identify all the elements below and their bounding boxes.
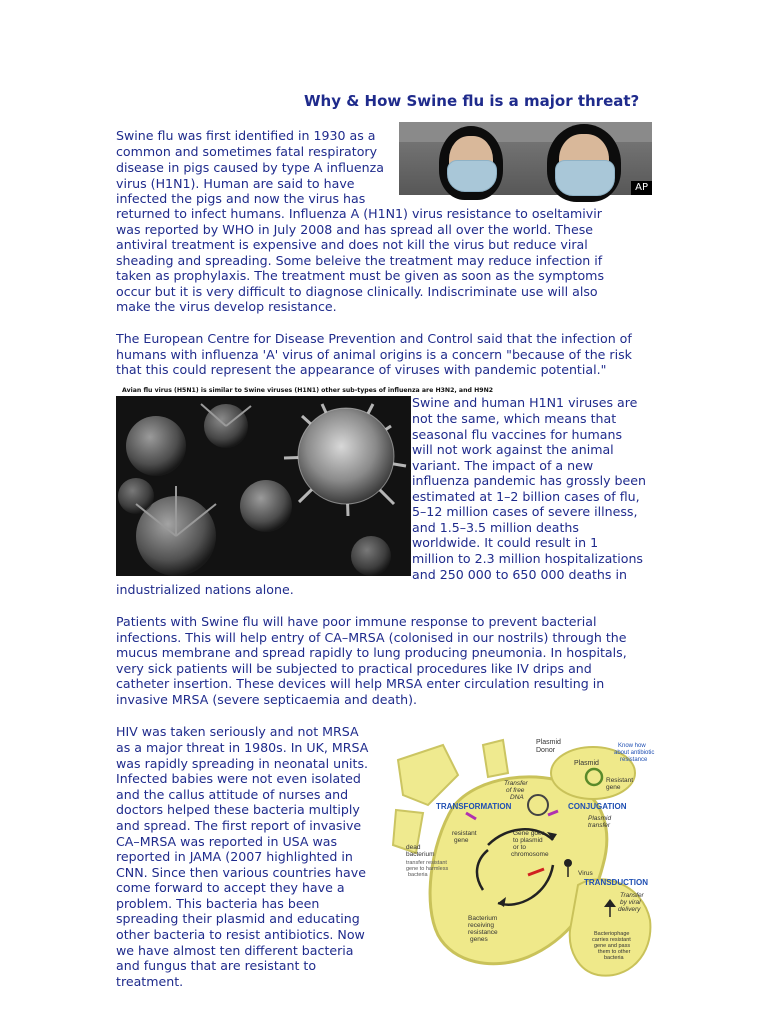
svg-text:Know how: Know how: [618, 743, 646, 749]
svg-text:or to: or to: [513, 844, 527, 851]
text-line: mucus membrane and spread rapidly to lung producing pneumonia. In hospitals,: [116, 645, 627, 660]
text-line: influenza pandemic has grossly been: [412, 473, 646, 488]
photo-credit: AP: [631, 181, 652, 195]
svg-text:chromosome: chromosome: [511, 851, 549, 858]
svg-text:delivery: delivery: [618, 906, 641, 913]
text-line: and 1.5–3.5 million deaths: [412, 520, 579, 535]
svg-text:resistance: resistance: [620, 757, 648, 763]
text-line: infected the pigs and now the virus has: [116, 191, 366, 206]
text-line: and 250 000 to 650 000 deaths in: [412, 567, 627, 582]
text-line: very sick patients will be subjected to practical procedures like IV drips and: [116, 661, 592, 676]
text-line: virus (H1N1). Human are said to have: [116, 176, 355, 191]
text-line: industrialized nations alone.: [116, 582, 294, 597]
text-line: Patients with Swine flu will have poor immune response to prevent bacterial: [116, 614, 597, 629]
svg-text:Resistant: Resistant: [606, 777, 634, 784]
text-line: The European Centre for Disease Prevention and Control said that the infection of: [116, 331, 632, 346]
text-line: common and sometimes fatal respiratory: [116, 144, 378, 159]
text-line: sheading and spreading. Some beleive the treatment may reduce infection if: [116, 253, 603, 268]
svg-text:receiving: receiving: [468, 922, 495, 929]
svg-text:to plasmid: to plasmid: [513, 837, 543, 844]
text-line: spreading their plasmid and educating: [116, 911, 360, 926]
text-line: doctors helped these bacteria multiply: [116, 802, 360, 817]
svg-text:gene: gene: [606, 784, 621, 791]
svg-text:Gene goes: Gene goes: [513, 830, 545, 837]
label-conjugation: CONJUGATION: [568, 802, 627, 811]
text-line: make the virus develop resistance.: [116, 299, 337, 314]
text-line: and fungus that are resistant to: [116, 958, 317, 973]
svg-text:resistance: resistance: [468, 929, 498, 936]
text-line: we have almost ten different bacteria: [116, 943, 354, 958]
svg-text:Virus: Virus: [578, 870, 593, 877]
svg-text:gene and pass: gene and pass: [594, 943, 631, 949]
text-line: worldwide. It could result in 1: [412, 535, 599, 550]
text-line: estimated at 1–2 billion cases of flu,: [412, 489, 640, 504]
svg-text:bacteria: bacteria: [604, 955, 624, 961]
label-transformation: TRANSFORMATION: [436, 802, 512, 811]
svg-text:Plasmid: Plasmid: [574, 760, 599, 767]
svg-text:Transfer: Transfer: [504, 780, 528, 787]
svg-text:genes: genes: [470, 936, 488, 943]
svg-text:dead: dead: [406, 844, 421, 851]
svg-text:Bacteriophage: Bacteriophage: [594, 931, 630, 937]
svg-text:of free: of free: [506, 787, 525, 794]
text-line: invasive MRSA (severe septicaemia and death).: [116, 692, 418, 707]
svg-text:Bacterium: Bacterium: [468, 915, 498, 922]
virus-micrograph: [116, 386, 494, 576]
text-line: was reported by WHO in July 2008 and has spread all over the world. These: [116, 222, 594, 237]
label-transduction: TRANSDUCTION: [584, 878, 648, 887]
svg-text:by viral: by viral: [620, 899, 641, 906]
svg-text:bacteria: bacteria: [408, 872, 428, 878]
page-title: Why & How Swine flu is a major threat?: [304, 92, 640, 110]
text-line: and the callus attitude of nurses and: [116, 787, 349, 802]
text-line: taken as prophylaxis. The treatment must be given as soon as the symptoms: [116, 268, 605, 283]
svg-text:gene to harmless: gene to harmless: [406, 866, 449, 872]
text-line: CA–MRSA was reported in USA was: [116, 834, 338, 849]
text-line: Swine and human H1N1 viruses are: [412, 395, 638, 410]
text-line: come forward to accept they have a: [116, 880, 345, 895]
svg-text:DNA: DNA: [510, 794, 524, 801]
text-line: disease in pigs caused by type A influenza: [116, 160, 384, 175]
text-line: reported in JAMA (2007 highlighted in: [116, 849, 353, 864]
text-line: infections. This will help entry of CA–MRSA (colonised in our nostrils) through the: [116, 630, 627, 645]
text-line: Infected babies were not even isolated: [116, 771, 361, 786]
micrograph-caption: Avian flu virus (H5N1) is similar to Swine viruses (H1N1) other sub-types of influenza are H3N2, and H9N2: [122, 387, 494, 394]
text-line: antiviral treatment is expensive and does not kill the virus but reduce viral: [116, 237, 588, 252]
text-line: CNN. Since then various countries have: [116, 865, 366, 880]
svg-text:Donor: Donor: [536, 747, 556, 754]
text-line: other bacteria to resist antibiotics. Now: [116, 927, 365, 942]
text-line: HIV was taken seriously and not MRSA: [116, 724, 359, 739]
svg-text:transfer: transfer: [588, 822, 611, 829]
svg-text:about antibiotic: about antibiotic: [614, 750, 655, 756]
text-line: catheter insertion. These devices will help MRSA enter circulation resulting in: [116, 676, 605, 691]
text-line: was rapidly spreading in neonatal units.: [116, 756, 369, 771]
svg-text:transfer resistant: transfer resistant: [406, 860, 447, 866]
svg-text:Transfer: Transfer: [620, 892, 644, 899]
svg-text:carries resistant: carries resistant: [592, 937, 631, 943]
text-line: treatment.: [116, 974, 184, 989]
label-plasmid-donor: Plasmid: [536, 739, 561, 746]
svg-text:resistant: resistant: [452, 830, 477, 837]
text-line: humans with influenza 'A' virus of animal origins is a concern "because of the risk: [116, 347, 632, 362]
text-line: as a major threat in 1980s. In UK, MRSA: [116, 740, 369, 755]
resistance-transfer-diagram: [388, 735, 653, 990]
text-line: occur but it is very difficult to diagnose clinically. Indiscriminate use will also: [116, 284, 598, 299]
svg-text:bacterium: bacterium: [406, 851, 435, 858]
svg-text:gene: gene: [454, 837, 469, 844]
text-line: problem. This bacteria has been: [116, 896, 320, 911]
svg-text:Plasmid: Plasmid: [588, 815, 612, 822]
text-line: returned to infect humans. Influenza A (H1N1) virus resistance to oseltamivir: [116, 206, 602, 221]
text-line: million to 2.3 million hospitalizations: [412, 551, 643, 566]
text-line: will not work against the animal: [412, 442, 614, 457]
masked-people-photo: [399, 122, 652, 195]
svg-text:them to other: them to other: [598, 949, 631, 955]
text-line: not the same, which means that: [412, 411, 617, 426]
text-line: that this could represent the appearance of viruses with pandemic potential.": [116, 362, 607, 377]
text-line: 5–12 million cases of severe illness,: [412, 504, 638, 519]
text-line: and spread. The first report of invasive: [116, 818, 362, 833]
text-line: variant. The impact of a new: [412, 458, 594, 473]
text-line: seasonal flu vaccines for humans: [412, 427, 623, 442]
text-line: Swine flu was first identified in 1930 as a: [116, 128, 376, 143]
